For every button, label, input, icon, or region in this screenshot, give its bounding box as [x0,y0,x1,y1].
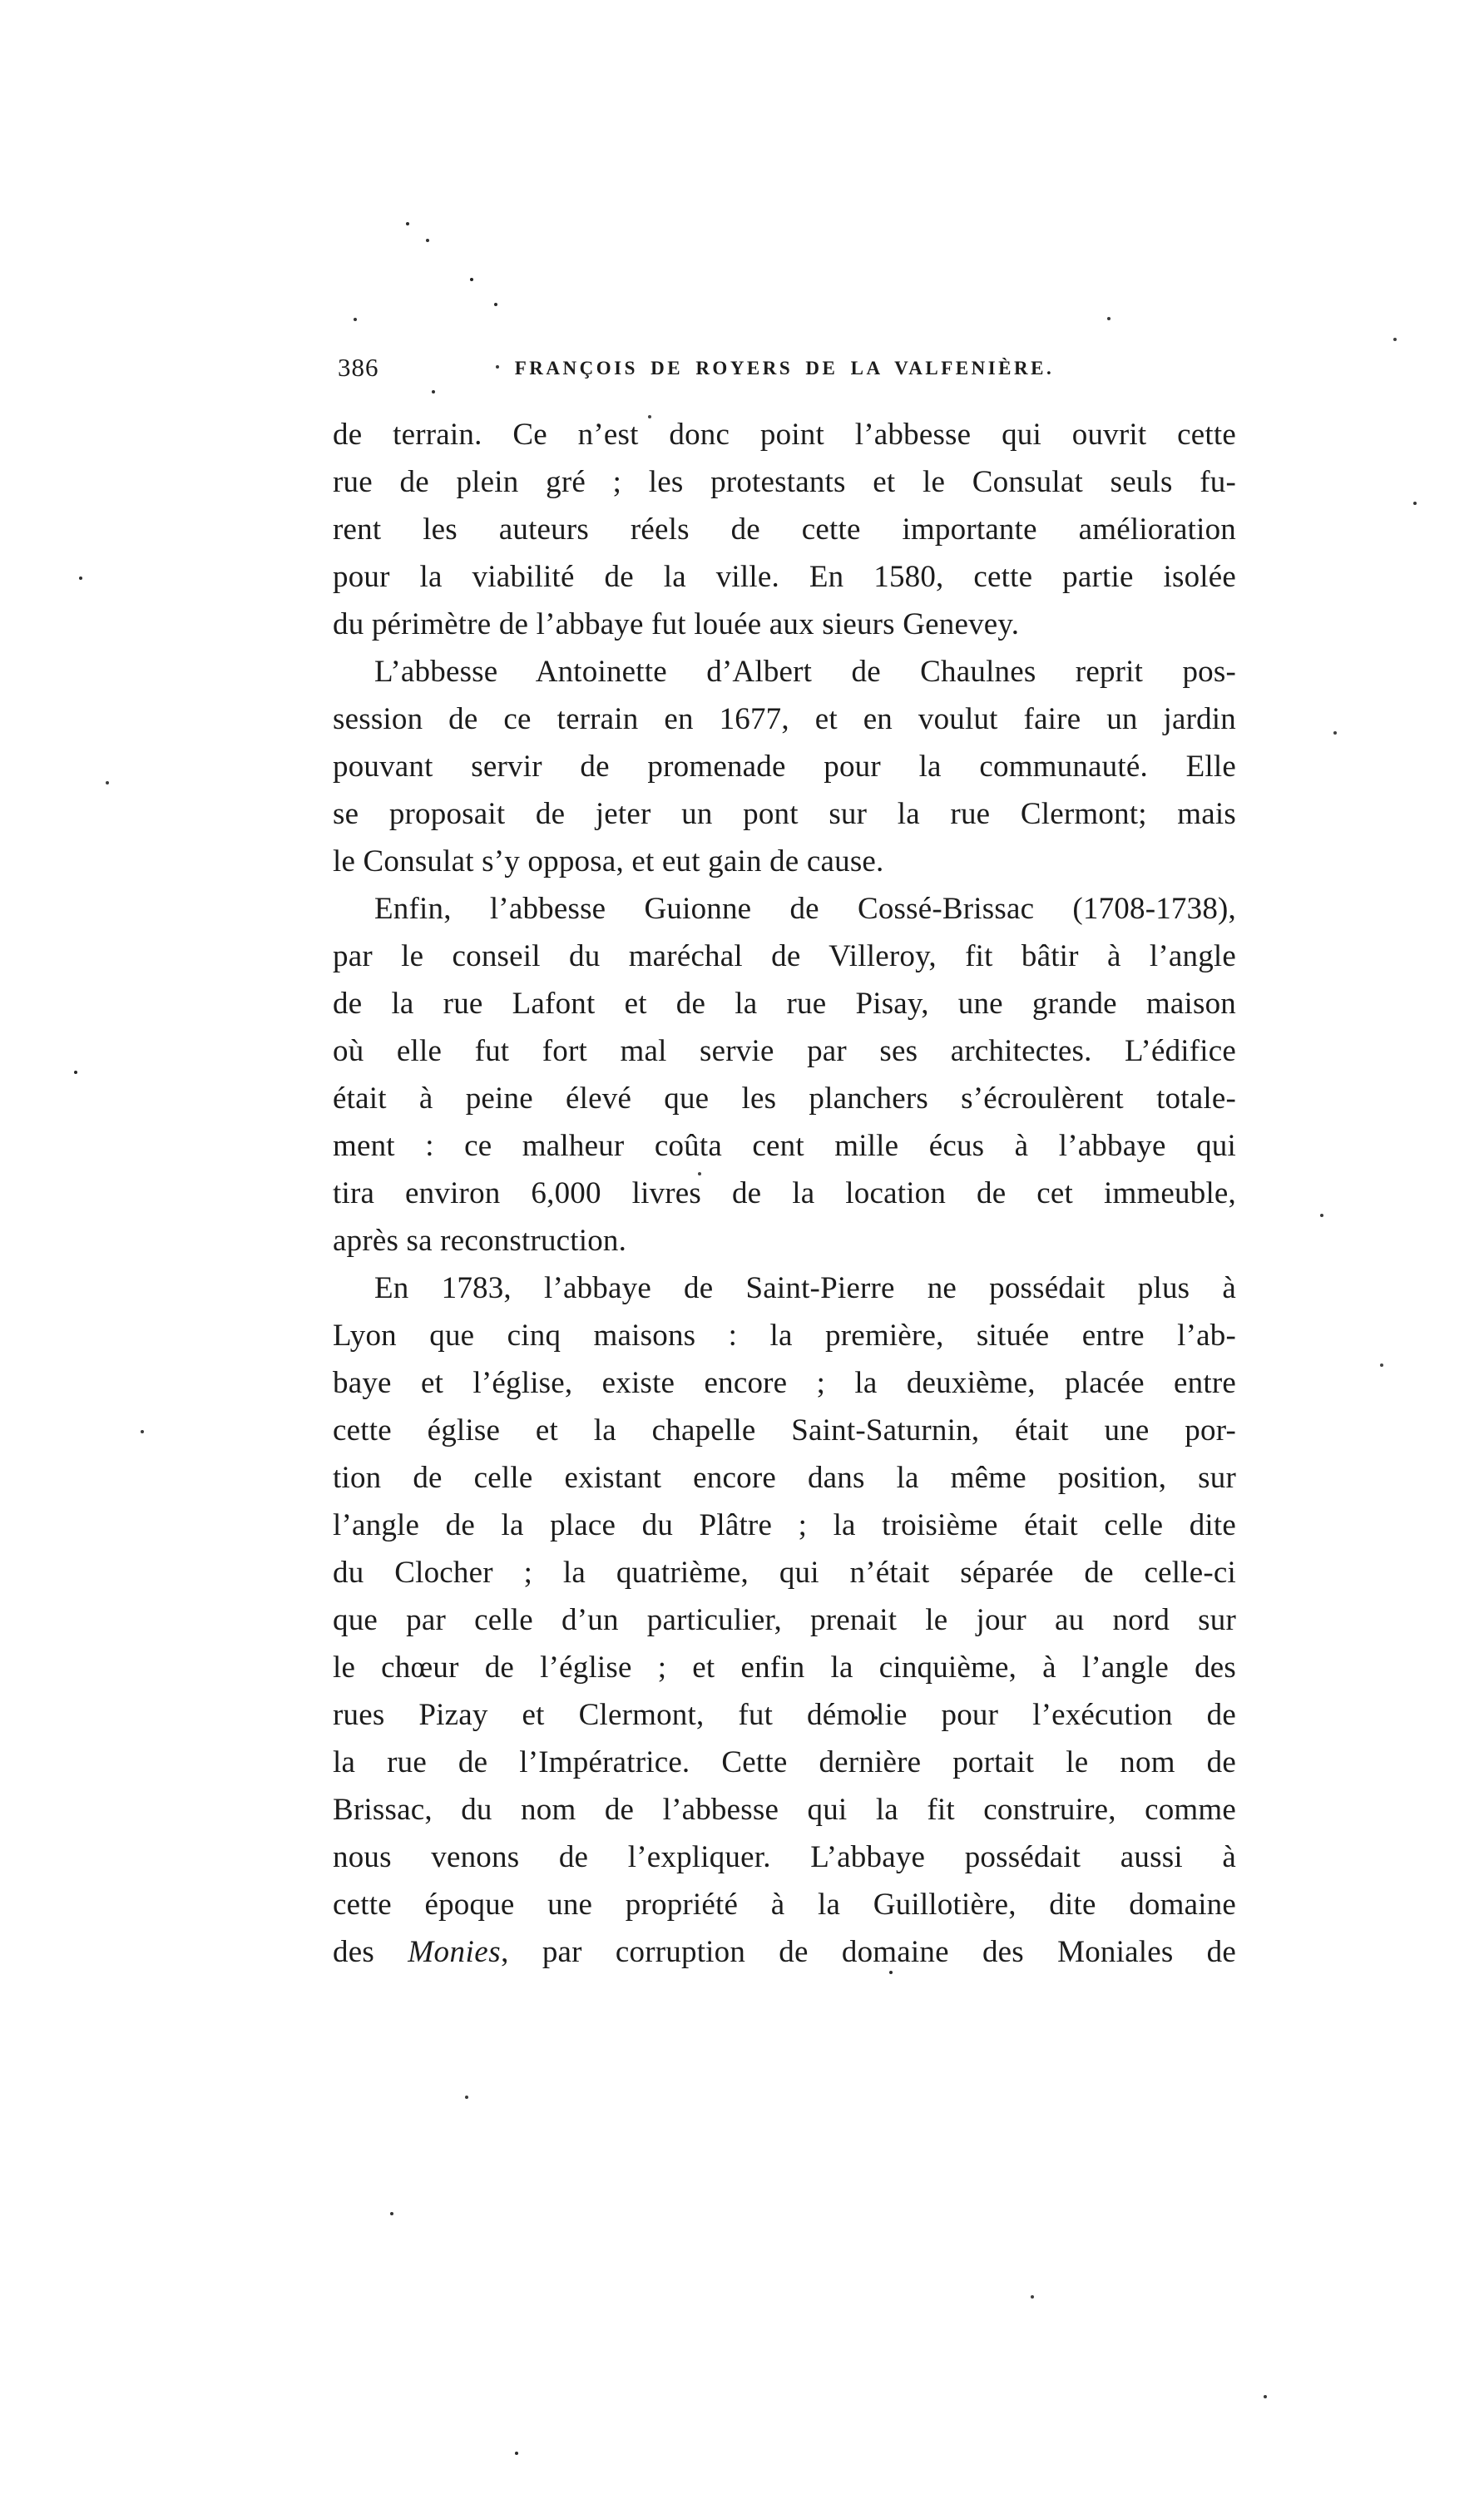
running-head [333,353,1236,389]
text-line: cette époque une propriété à la Guillotière, dite domaine [333,1888,1236,1922]
text-line: le Consulat s’y opposa, et eut gain de cause. [333,844,884,878]
running-title: FRANÇOIS DE ROYERS DE LA VALFENIÈRE. [514,358,1055,379]
text-line: était à peine élevé que les planchers s’écroulèrent totale- [333,1081,1236,1116]
paragraph [333,885,1236,1264]
text-line: l’angle de la place du Plâtre ; la troisième était celle dite [333,1508,1236,1542]
text-line: rent les auteurs réels de cette importante amélioration [333,512,1236,547]
text-line: se proposait de jeter un pont sur la rue Clermont; mais [333,797,1236,831]
body-text [333,411,1236,1976]
text-line: ment : ce malheur coûta cent mille écus à l’abbaye qui [333,1129,1236,1163]
text-line: tion de celle existant encore dans la même position, sur [333,1461,1236,1495]
text-line: le chœur de l’église ; et enfin la cinquième, à l’angle des [333,1650,1236,1685]
text-line: rue de plein gré ; les protestants et le Consulat seuls fu- [333,465,1236,499]
paragraph [333,648,1236,885]
text-line: cette église et la chapelle Saint-Saturnin, était une por- [333,1413,1236,1448]
text-line: baye et l’église, existe encore ; la deuxième, placée entre [333,1366,1236,1400]
paragraph [333,1264,1236,1976]
text-line: du périmètre de l’abbaye fut louée aux sieurs Genevey. [333,607,1020,641]
text-line: de terrain. Ce n’est donc point l’abbesse qui ouvrit cette [333,418,1236,452]
italic-text: Monies [408,1935,502,1969]
text-line: En 1783, l’abbaye de Saint-Pierre ne possédait plus à [374,1271,1236,1305]
text-line: Enfin, l’abbesse Guionne de Cossé-Brissac (1708-1738), [374,892,1236,926]
page-number: 386 [338,353,379,382]
text-line: rues Pizay et Clermont, fut démolie pour l’exécution de [333,1698,1236,1732]
text-line: du Clocher ; la quatrième, qui n’était séparée de celle-ci [333,1556,1236,1590]
text-line: des Monies, par corruption de domaine des Moniales de [333,1935,1236,1969]
text-line: Brissac, du nom de l’abbesse qui la fit construire, comme [333,1793,1236,1827]
text-line: pour la viabilité de la ville. En 1580, cette partie isolée [333,560,1236,594]
scan-noise-specks [0,0,2,2]
text-line: que par celle d’un particulier, prenait le jour au nord sur [333,1603,1236,1637]
text-line: pouvant servir de promenade pour la communauté. Elle [333,750,1236,784]
text-line: la rue de l’Impératrice. Cette dernière portait le nom de [333,1745,1236,1779]
paragraph [333,411,1236,648]
text-line: où elle fut fort mal servie par ses architectes. L’édifice [333,1034,1236,1068]
text-line: nous venons de l’expliquer. L’abbaye possédait aussi à [333,1840,1236,1874]
text-line: par le conseil du maréchal de Villeroy, fit bâtir à l’angle [333,939,1236,973]
text-line: après sa reconstruction. [333,1224,627,1258]
text-line: L’abbesse Antoinette d’Albert de Chaulnes reprit pos- [374,655,1236,689]
text-line: tira environ 6,000 livres de la location de cet immeuble, [333,1176,1236,1210]
text-line: session de ce terrain en 1677, et en voulut faire un jardin [333,702,1236,736]
text-line: Lyon que cinq maisons : la première, située entre l’ab- [333,1319,1236,1353]
text-line: de la rue Lafont et de la rue Pisay, une grande maison [333,987,1236,1021]
